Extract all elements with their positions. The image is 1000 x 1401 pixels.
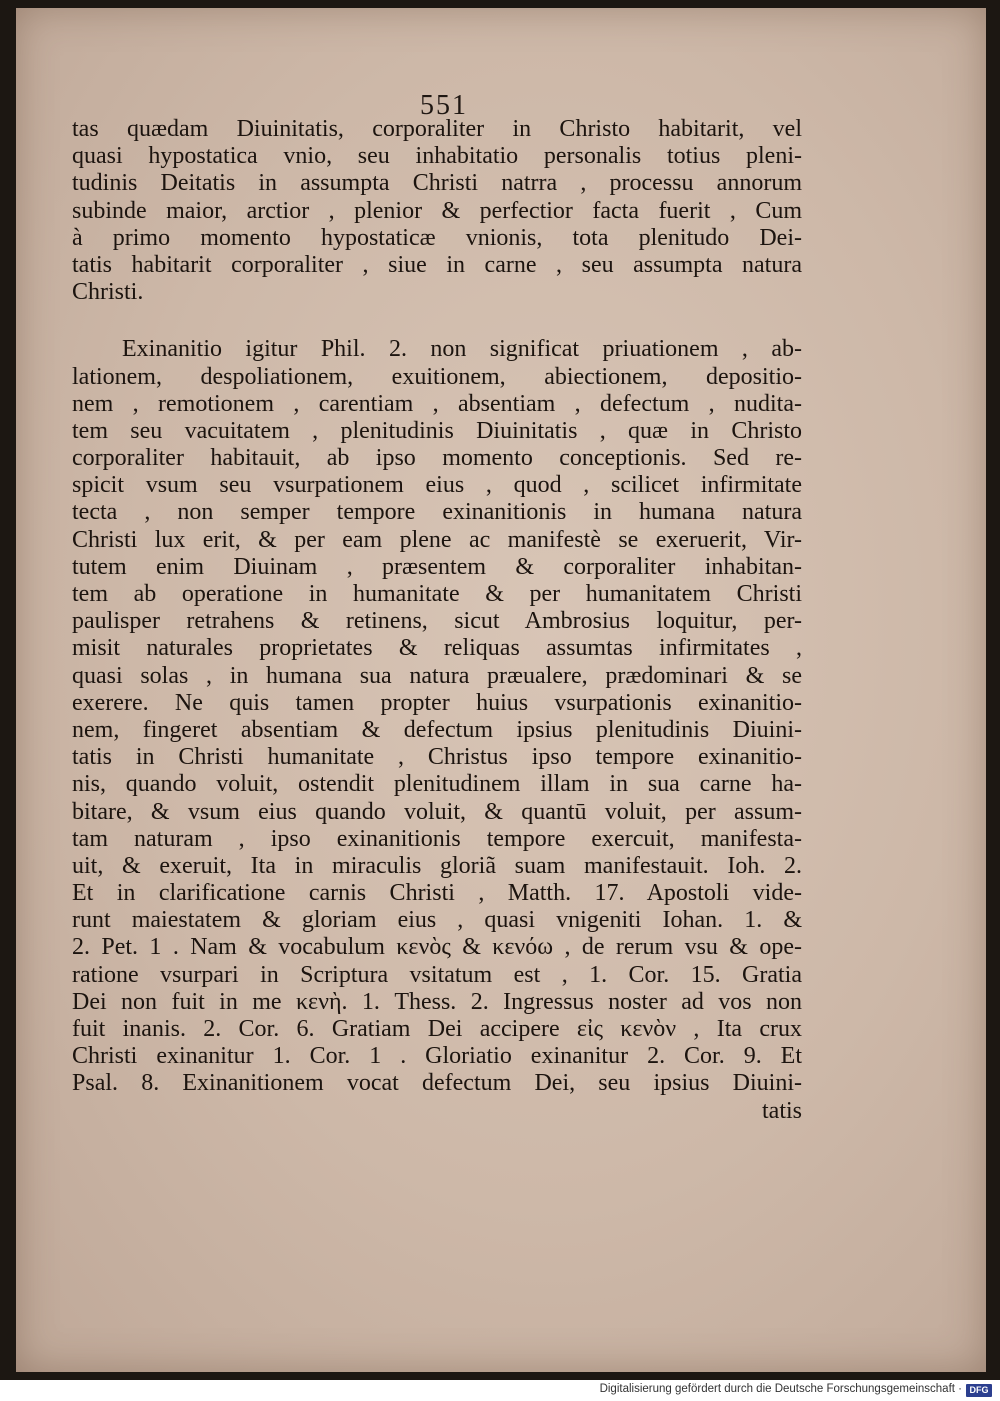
- text-line: tatis in Christi humanitate , Christus ipso tempore exinanitio-: [72, 744, 802, 771]
- paragraph-2: [72, 336, 802, 1124]
- text-line: nem , remotionem , carentiam , absentiam , defectum , nudita-: [72, 390, 802, 417]
- text-line: à primo momento hypostaticæ vnionis, tota plenitudo Dei-: [72, 224, 802, 251]
- text-line: ratione vsurpari in Scriptura vsitatum est , 1. Cor. 15. Gratia: [72, 961, 802, 988]
- page-text: [72, 116, 802, 1125]
- text-line: misit naturales proprietates & reliquas assumtas infirmitates ,: [72, 635, 802, 662]
- text-line: bitare, & vsum eius quando voluit, & quantū voluit, per assum-: [72, 798, 802, 825]
- text-line: nis, quando voluit, ostendit plenitudinem illam in sua carne ha-: [72, 771, 802, 798]
- text-line: 2. Pet. 1 . Nam & vocabulum κενὸς & κενόω , de rerum vsu & ope-: [72, 934, 802, 961]
- paragraph-1: [72, 116, 802, 306]
- text-line: paulisper retrahens & retinens, sicut Ambrosius loquitur, per-: [72, 608, 802, 635]
- text-line: Dei non fuit in me κενὴ. 1. Thess. 2. Ingressus noster ad vos non: [72, 988, 802, 1015]
- text-line: tas quædam Diuinitatis, corporaliter in Christo habitarit, vel: [72, 116, 802, 142]
- text-line: Christi.: [72, 279, 144, 306]
- text-line: tutem enim Diuinam , præsentem & corporaliter inhabitan-: [72, 553, 802, 580]
- text-line: tem ab operatione in humanitate & per humanitatem Christi: [72, 581, 802, 607]
- text-line: quasi solas , in humana sua natura præualere, prædominari & se: [72, 662, 802, 689]
- digitization-credit: Digitalisierung gefördert durch die Deutsche Forschungsgemeinschaft ·: [599, 1383, 962, 1395]
- text-line: lationem, despoliationem, exuitionem, abiectionem, depositio-: [72, 363, 802, 390]
- text-line: spicit vsum seu vsurpationem eius , quod , scilicet infirmitate: [72, 472, 802, 499]
- text-line: corporaliter habitauit, ab ipso momento conceptionis. Sed re-: [72, 445, 802, 472]
- text-line: Christi exinanitur 1. Cor. 1 . Gloriatio exinanitur 2. Cor. 9. Et: [72, 1043, 802, 1070]
- book-page: [16, 8, 986, 1372]
- text-line: tatis habitarit corporaliter , siue in carne , seu assumpta natura: [72, 251, 802, 278]
- footer-bar: [0, 1380, 1000, 1401]
- catchword: tatis: [762, 1097, 802, 1124]
- text-line: Psal. 8. Exinanitionem vocat defectum Dei, seu ipsius Diuini-: [72, 1070, 802, 1097]
- text-line: uit, & exeruit, Ita in miraculis gloriã suam manifestauit. Ioh. 2.: [72, 852, 802, 879]
- dfg-logo-icon: DFG: [966, 1384, 992, 1397]
- text-line: nem, fingeret absentiam & defectum ipsius plenitudinis Diuini-: [72, 716, 802, 743]
- page-number: 551: [420, 90, 468, 121]
- text-line: fuit inanis. 2. Cor. 6. Gratiam Dei accipere εἰς κενὸν , Ita crux: [72, 1016, 802, 1042]
- text-line: Et in clarificatione carnis Christi , Matth. 17. Apostoli vide-: [72, 880, 802, 907]
- text-line: tam naturam , ipso exinanitionis tempore exercuit, manifesta-: [72, 825, 802, 852]
- text-line: exerere. Ne quis tamen propter huius vsurpationis exinanitio-: [72, 689, 802, 716]
- text-line: subinde maior, arctior , plenior & perfectior facta fuerit , Cum: [72, 197, 802, 224]
- paragraph-gap: [72, 306, 802, 336]
- text-line: tem seu vacuitatem , plenitudinis Diuinitatis , quæ in Christo: [72, 417, 802, 444]
- text-line: quasi hypostatica vnio, seu inhabitatio personalis totius pleni-: [72, 143, 802, 170]
- text-line: Exinanitio igitur Phil. 2. non significat priuationem , ab-: [122, 336, 802, 363]
- text-line: runt maiestatem & gloriam eius , quasi vnigeniti Iohan. 1. &: [72, 907, 802, 934]
- text-line: tudinis Deitatis in assumpta Christi natrra , processu annorum: [72, 170, 802, 197]
- text-line: Christi lux erit, & per eam plene ac manifestè se exeruerit, Vir-: [72, 526, 802, 553]
- text-line: tecta , non semper tempore exinanitionis in humana natura: [72, 499, 802, 526]
